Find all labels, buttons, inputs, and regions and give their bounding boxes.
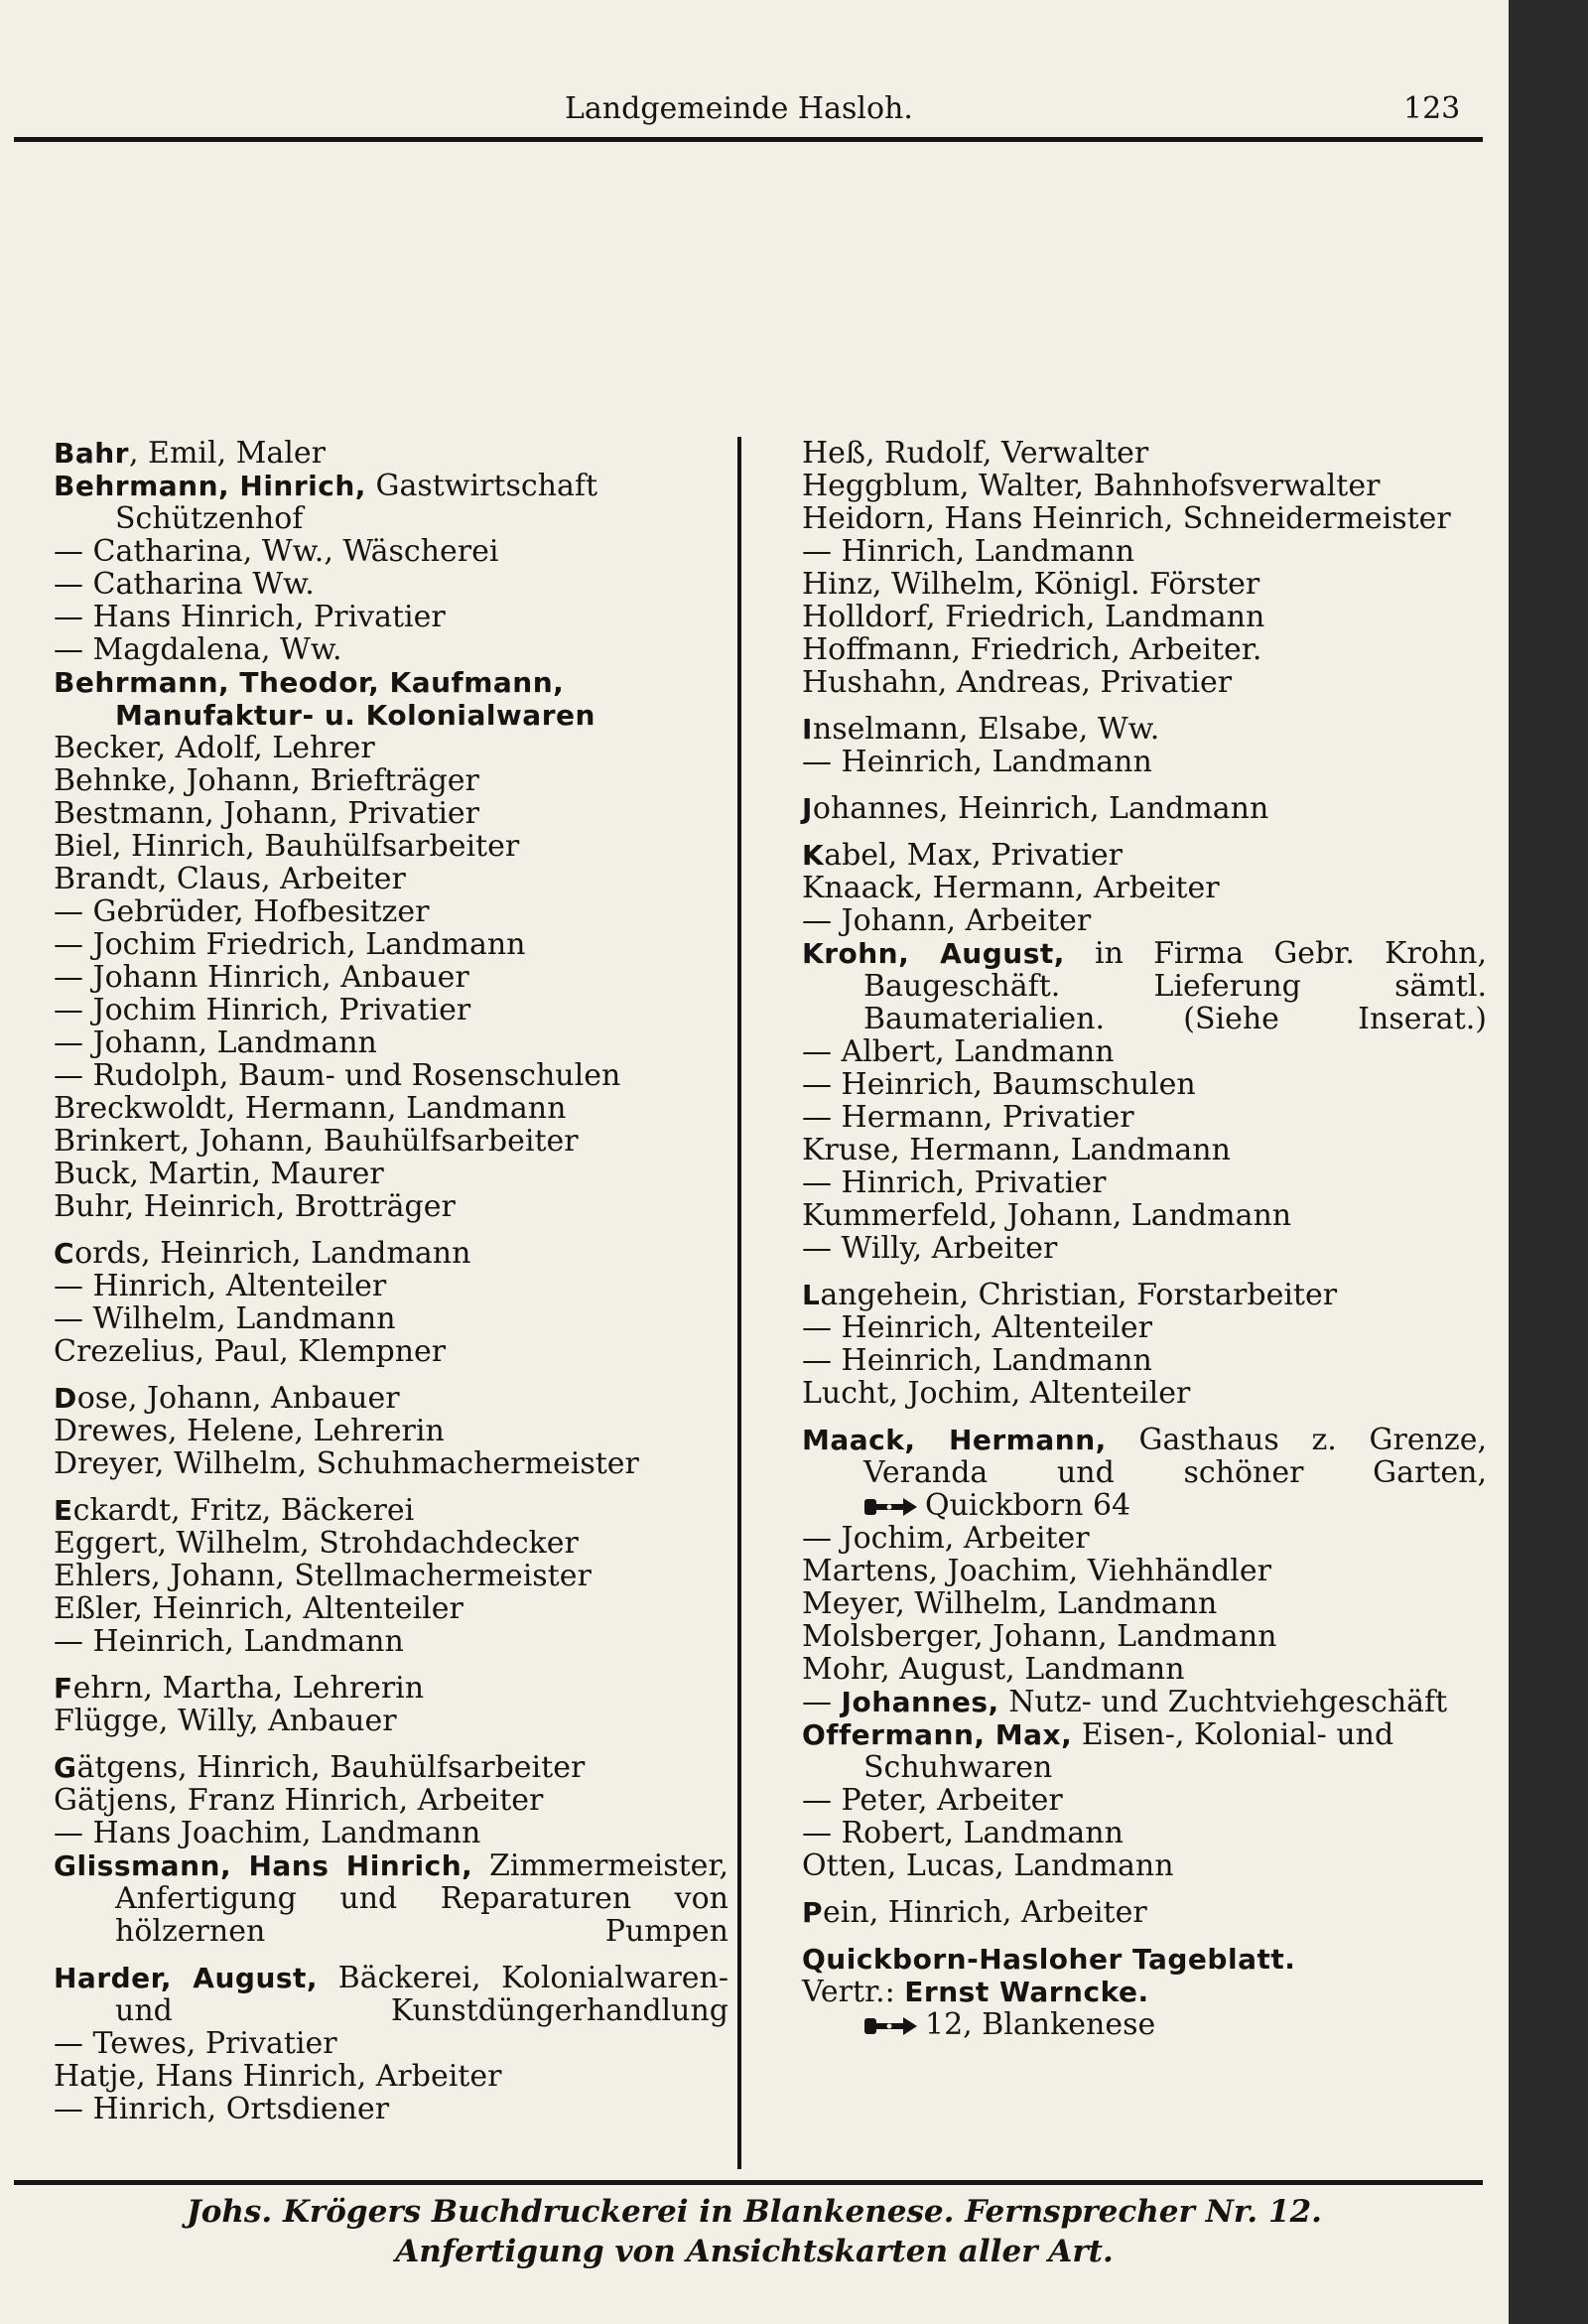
entry-text: — Heinrich, Landmann: [802, 1343, 1152, 1378]
entry-text: — Johann, Arbeiter: [802, 903, 1092, 938]
directory-entry: [54, 437, 728, 470]
directory-entry: [802, 1587, 1487, 1620]
entry-text: — Willy, Arbeiter: [802, 1231, 1058, 1266]
directory-entry: [802, 1784, 1487, 1817]
footer-line-1: Johs. Krögers Buchdruckerei in Blankenese. Fernsprecher Nr. 12.: [187, 2194, 1322, 2230]
directory-entry: [802, 839, 1487, 872]
directory-entry: [54, 1705, 728, 1737]
entry-text: — Gebrüder, Hofbesitzer: [54, 894, 430, 929]
directory-entry: [802, 535, 1487, 568]
header-rule: [14, 137, 1483, 142]
entry-name-bold: J: [802, 792, 813, 825]
directory-entry: [802, 633, 1487, 666]
entry-text: Gasthaus z. Grenze, Veranda und schöner Garten,: [863, 1423, 1488, 1490]
entry-text: in Firma Gebr. Krohn, Baugeschäft. Lieferung sämtl. Baumaterialien. (Siehe Inserat.): [863, 936, 1487, 1036]
entry-name-bold: K: [802, 839, 825, 872]
directory-entry: [54, 797, 728, 830]
entry-text: Vertr.:: [802, 1975, 905, 2009]
directory-entry: [802, 1279, 1487, 1311]
directory-entry: [54, 1335, 728, 1368]
directory-entry: [802, 1686, 1487, 1718]
entry-text: , Emil, Maler: [128, 436, 326, 471]
entry-text: — Johann Hinrich, Anbauer: [54, 960, 469, 995]
page-title: Landgemeinde Hasloh.: [565, 91, 913, 126]
directory-entry: [802, 1134, 1487, 1166]
directory-entry: [54, 1415, 728, 1447]
entry-text: — Rudolph, Baum- und Rosenschulen: [54, 1058, 621, 1093]
directory-entry: [54, 568, 728, 601]
entry-text: angehein, Christian, Forstarbeiter: [820, 1278, 1338, 1312]
entry-name-bold: E: [54, 1494, 73, 1527]
entry-name-bold: Ernst Warncke.: [904, 1976, 1149, 2008]
entry-text: — Heinrich, Landmann: [802, 745, 1152, 779]
entry-dash: —: [802, 1685, 842, 1719]
entry-name-bold: I: [802, 713, 813, 746]
entry-name-bold: C: [54, 1237, 75, 1270]
entry-text: Biel, Hinrich, Bauhülfsarbeiter: [54, 829, 520, 864]
entry-text: — Hinrich, Ortsdiener: [54, 2092, 390, 2126]
entry-text: ehrn, Martha, Lehrerin: [72, 1671, 425, 1706]
directory-entry: [802, 502, 1487, 535]
telephone-icon: [863, 1496, 919, 1518]
entry-text: Hinz, Wilhelm, Königl. Förster: [802, 567, 1260, 602]
entry-text: — Jochim Friedrich, Landmann: [54, 927, 526, 962]
directory-entry: [54, 1059, 728, 1092]
directory-entry: [54, 928, 728, 961]
entry-text: — Hinrich, Landmann: [802, 534, 1135, 569]
entry-text: — Hinrich, Privatier: [802, 1165, 1107, 1200]
directory-entry: [54, 863, 728, 895]
directory-entry: [802, 1976, 1487, 2008]
entry-name-bold: Maack, Hermann,: [802, 1424, 1107, 1456]
directory-entry: [802, 746, 1487, 778]
entry-text: Mohr, August, Landmann: [802, 1652, 1185, 1687]
telephone-icon: [863, 2015, 919, 2037]
entry-text: — Albert, Landmann: [802, 1034, 1115, 1069]
entry-text: Heidorn, Hans Heinrich, Schneidermeister: [802, 501, 1451, 536]
directory-entry: [54, 1784, 728, 1817]
directory-entry: [54, 732, 728, 764]
entry-text: Behnke, Johann, Briefträger: [54, 763, 479, 798]
entry-text: Zimmermeister, Anfertigung und Reparaturen von hölzernen Pumpen: [115, 1848, 729, 1949]
directory-entry: [54, 1125, 728, 1158]
entry-text: ohannes, Heinrich, Landmann: [812, 791, 1269, 826]
entry-name-bold: L: [802, 1279, 821, 1311]
directory-entry: [54, 1494, 728, 1527]
directory-entry: [54, 1382, 728, 1415]
directory-entry: [802, 1199, 1487, 1232]
entry-text: — Peter, Arbeiter: [802, 1783, 1063, 1818]
entry-text: ckardt, Fritz, Bäckerei: [72, 1493, 415, 1528]
directory-entry: [54, 961, 728, 994]
footer-rule: [14, 2180, 1483, 2185]
entry-text: nselmann, Elsabe, Ww.: [812, 712, 1160, 747]
directory-entry: [54, 1158, 728, 1190]
directory-entry: [54, 764, 728, 797]
directory-entry: [802, 470, 1487, 502]
entry-text: ords, Heinrich, Landmann: [74, 1236, 471, 1271]
directory-entry: [802, 1068, 1487, 1101]
entry-name-bold: Behrmann, Theodor, Kaufmann, Manufaktur- u. Kolonialwaren: [54, 666, 596, 732]
directory-entry: [54, 1447, 728, 1480]
entry-name-bold: Quickborn-Hasloher Tageblatt.: [802, 1943, 1296, 1976]
entry-name-bold: P: [802, 1896, 824, 1929]
directory-entry: [54, 2093, 728, 2125]
entry-text: Brinkert, Johann, Bauhülfsarbeiter: [54, 1124, 579, 1159]
scan-edge: [1509, 0, 1588, 2324]
directory-entry: [802, 1620, 1487, 1653]
directory-entry: [802, 1166, 1487, 1199]
directory-entry: [802, 937, 1487, 1035]
entry-name-bold: G: [54, 1751, 77, 1784]
entry-text: Eggert, Wilhelm, Strohdachdecker: [54, 1526, 579, 1561]
directory-entry: [54, 1849, 728, 1948]
entry-name-bold: Krohn, August,: [802, 937, 1065, 970]
entry-text: ätgens, Hinrich, Bauhülfsarbeiter: [76, 1750, 586, 1785]
directory-entry: [54, 1592, 728, 1625]
directory-entry: [802, 2008, 1487, 2041]
entry-text: — Wilhelm, Landmann: [54, 1301, 396, 1336]
entry-text: — Tewes, Privatier: [54, 2026, 337, 2061]
directory-entry: [802, 1718, 1487, 1784]
directory-entry: [802, 713, 1487, 746]
entry-text: — Hinrich, Altenteiler: [54, 1269, 387, 1303]
entry-text: Drewes, Helene, Lehrerin: [54, 1414, 445, 1448]
entry-text: Dreyer, Wilhelm, Schuhmachermeister: [54, 1446, 639, 1481]
entry-text: Meyer, Wilhelm, Landmann: [802, 1586, 1218, 1621]
directory-entry: [802, 1232, 1487, 1265]
page-number: 123: [1403, 91, 1461, 126]
entry-name-bold: D: [54, 1382, 77, 1415]
entry-text: Quickborn 64: [925, 1488, 1131, 1523]
entry-text: Gätjens, Franz Hinrich, Arbeiter: [54, 1783, 544, 1818]
entry-text: — Hermann, Privatier: [802, 1100, 1134, 1135]
entry-name-bold: F: [54, 1672, 73, 1705]
directory-entry: [802, 1311, 1487, 1344]
directory-entry: [54, 666, 728, 732]
entry-text: Lucht, Jochim, Altenteiler: [802, 1376, 1191, 1411]
directory-entry: [802, 1101, 1487, 1134]
entry-text: — Jochim Hinrich, Privatier: [54, 993, 471, 1027]
directory-entry: [54, 994, 728, 1026]
directory-entry: [802, 1035, 1487, 1068]
entry-text: — Heinrich, Landmann: [54, 1624, 404, 1659]
entry-text: Nutz- und Zuchtviehgeschäft: [998, 1685, 1448, 1719]
entry-text: Kummerfeld, Johann, Landmann: [802, 1198, 1292, 1233]
entry-text: — Catharina Ww.: [54, 567, 315, 602]
entry-text: Bestmann, Johann, Privatier: [54, 796, 480, 831]
directory-entry: [54, 1237, 728, 1270]
entry-text: Hoffmann, Friedrich, Arbeiter.: [802, 632, 1262, 667]
entry-name-bold: Johannes,: [841, 1686, 999, 1718]
entry-text: — Hans Joachim, Landmann: [54, 1816, 481, 1850]
entry-text: — Catharina, Ww., Wäscherei: [54, 534, 499, 569]
directory-entry: [54, 1270, 728, 1302]
page-header: [14, 91, 1483, 131]
entry-text: Knaack, Hermann, Arbeiter: [802, 871, 1220, 905]
directory-entry: [802, 666, 1487, 699]
entry-text: — Johann, Landmann: [54, 1025, 377, 1060]
entry-text: Buhr, Heinrich, Brotträger: [54, 1189, 456, 1224]
directory-entry: [54, 1302, 728, 1335]
directory-entry: [54, 1092, 728, 1125]
directory-entry: [54, 1672, 728, 1705]
entry-text: ein, Hinrich, Arbeiter: [823, 1895, 1147, 1930]
directory-entry: [54, 535, 728, 568]
directory-entry: [54, 601, 728, 633]
directory-entry: [54, 633, 728, 666]
entry-text: Kruse, Hermann, Landmann: [802, 1133, 1231, 1167]
directory-entry: [802, 1555, 1487, 1587]
directory-entry: [54, 1625, 728, 1658]
directory-entry: [54, 1962, 728, 2027]
directory-entry: [802, 1849, 1487, 1882]
entry-text: Crezelius, Paul, Klempner: [54, 1334, 447, 1369]
left-column: [54, 437, 728, 2125]
entry-text: Hatje, Hans Hinrich, Arbeiter: [54, 2059, 502, 2094]
directory-entry: [54, 1527, 728, 1560]
directory-entry: [54, 1026, 728, 1059]
directory-entry: [54, 830, 728, 863]
directory-entry: [802, 1653, 1487, 1686]
entry-name-bold: Offermann, Max,: [802, 1718, 1073, 1751]
directory-entry: [802, 1522, 1487, 1555]
entry-text: — Jochim, Arbeiter: [802, 1521, 1090, 1556]
directory-entry: [802, 1896, 1487, 1929]
entry-text: Breckwoldt, Hermann, Landmann: [54, 1091, 567, 1126]
directory-entry: [54, 1190, 728, 1223]
entry-name-bold: Glissmann, Hans Hinrich,: [54, 1849, 473, 1882]
entry-text: Buck, Martin, Maurer: [54, 1157, 384, 1191]
entry-text: Otten, Lucas, Landmann: [802, 1848, 1174, 1883]
directory-entry: [802, 1817, 1487, 1849]
entry-text: — Heinrich, Altenteiler: [802, 1310, 1152, 1345]
directory-entry: [802, 601, 1487, 633]
entry-text: Bäckerei, Kolonialwaren- und Kunstdüngerhandlung: [115, 1961, 728, 2028]
entry-text: ose, Johann, Anbauer: [76, 1381, 400, 1416]
entry-text: Hushahn, Andreas, Privatier: [802, 665, 1233, 700]
directory-entry: [54, 1751, 728, 1784]
directory-entry: [802, 904, 1487, 937]
entry-text: Flügge, Willy, Anbauer: [54, 1704, 397, 1738]
entry-text: abel, Max, Privatier: [824, 838, 1124, 873]
entry-text: Gastwirtschaft Schützenhof: [115, 469, 598, 536]
entry-text: 12, Blankenese: [925, 2007, 1156, 2042]
directory-entry: [802, 1344, 1487, 1377]
entry-text: — Robert, Landmann: [802, 1816, 1124, 1850]
entry-text: Ehlers, Johann, Stellmachermeister: [54, 1559, 592, 1593]
right-column: [802, 437, 1487, 2041]
directory-entry: [802, 792, 1487, 825]
entry-text: Martens, Joachim, Viehhändler: [802, 1554, 1271, 1588]
directory-entry: [802, 872, 1487, 904]
entry-text: — Hans Hinrich, Privatier: [54, 600, 446, 634]
directory-entry: [802, 1489, 1487, 1522]
entry-name-bold: Behrmann, Hinrich,: [54, 470, 366, 502]
directory-entry: [54, 895, 728, 928]
directory-entry: [54, 470, 728, 535]
entry-text: Becker, Adolf, Lehrer: [54, 731, 375, 765]
entry-text: — Heinrich, Baumschulen: [802, 1067, 1196, 1102]
entry-text: Heß, Rudolf, Verwalter: [802, 436, 1149, 471]
directory-entry: [802, 1424, 1487, 1489]
entry-text: — Magdalena, Ww.: [54, 632, 342, 667]
directory-entry: [802, 1943, 1487, 1976]
directory-entry: [54, 1560, 728, 1592]
directory-entry: [802, 437, 1487, 470]
entry-text: Heggblum, Walter, Bahnhofsverwalter: [802, 469, 1381, 503]
directory-entry: [54, 2027, 728, 2060]
entry-text: Eßler, Heinrich, Altenteiler: [54, 1591, 463, 1626]
directory-entry: [54, 2060, 728, 2093]
entry-text: Holldorf, Friedrich, Landmann: [802, 600, 1265, 634]
entry-text: Eisen-, Kolonial- und Schuhwaren: [863, 1717, 1394, 1785]
directory-entry: [802, 1377, 1487, 1410]
directory-entry: [802, 568, 1487, 601]
entry-text: Brandt, Claus, Arbeiter: [54, 862, 406, 896]
column-divider: [737, 437, 741, 2169]
entry-name-bold: Harder, August,: [54, 1962, 319, 1994]
entry-name-bold: Bahr: [54, 437, 129, 470]
footer-line-2: Anfertigung von Ansichtskarten aller Art.: [395, 2234, 1114, 2269]
directory-entry: [54, 1817, 728, 1849]
entry-text: Molsberger, Johann, Landmann: [802, 1619, 1277, 1654]
